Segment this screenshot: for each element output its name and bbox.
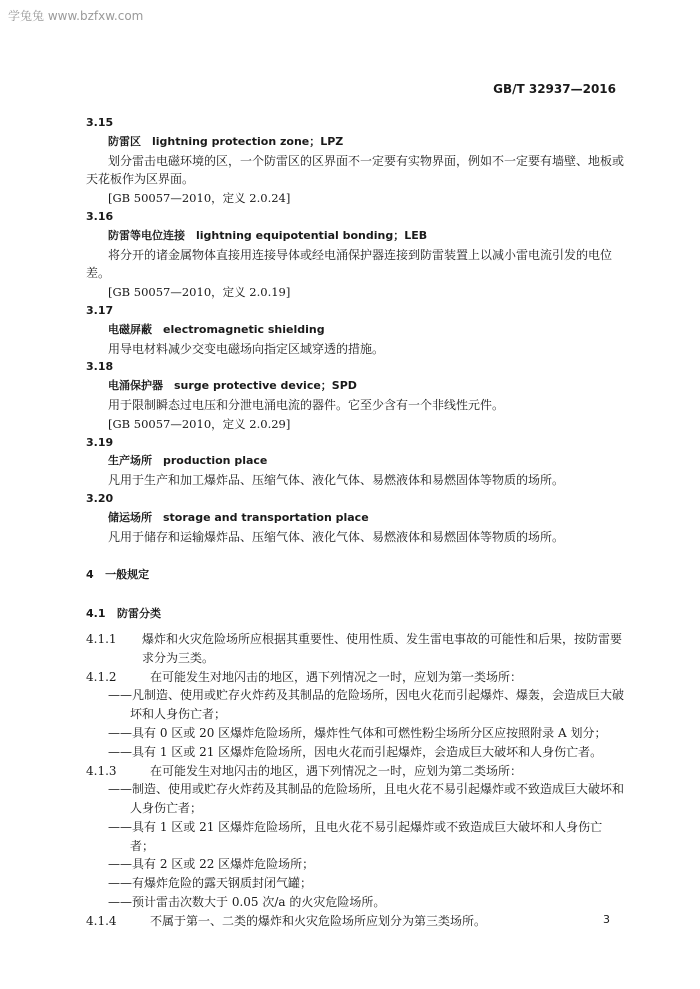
clause-text: 在可能发生对地闪击的地区，遇下列情况之一时，应划为第一类场所： — [150, 669, 523, 684]
page-body — [86, 114, 626, 931]
clause-4-1-3 — [86, 762, 626, 781]
term-number: 3.16 — [86, 209, 114, 223]
clause-number: 4.1.3 — [86, 763, 117, 778]
term-number: 3.18 — [86, 360, 114, 374]
term-title: 防雷区 lightning protection zone；LPZ — [108, 134, 344, 148]
term-definition: 将分开的诸金属物体直接用连接导体或经电涌保护器连接到防雷装置上以减小雷电流引发的电位差。 — [86, 247, 613, 281]
term-source: [GB 50057—2010，定义 2.0.19] — [108, 285, 291, 300]
term-definition: 凡用于储存和运输爆炸品、压缩气体、液化气体、易燃液体和易燃固体等物质的场所。 — [108, 529, 565, 544]
list-item: —— 具有 0 区或 20 区爆炸危险场所，爆炸性气体和可燃性粉尘场所分区应按照附录 A 划分； — [86, 724, 626, 743]
term-title: 防雷等电位连接 lightning equipotential bonding；LEB — [108, 228, 428, 242]
subsection-title: 防雷分类 — [117, 607, 161, 621]
clause-number: 4.1.2 — [86, 669, 117, 684]
term-number: 3.17 — [86, 303, 114, 317]
clause-number: 4.1.1 — [86, 631, 117, 646]
term-source: [GB 50057—2010，定义 2.0.24] — [108, 191, 291, 206]
term-entry — [86, 208, 626, 302]
term-source: [GB 50057—2010，定义 2.0.29] — [108, 416, 291, 431]
clause-4-1-4 — [86, 912, 626, 931]
list-item: —— 具有 1 区或 21 区爆炸危险场所，且电火花不易引起爆炸或不致造成巨大破坏和人身伤亡者； — [86, 818, 626, 856]
page-number: 3 — [603, 913, 610, 926]
term-entry — [86, 302, 626, 358]
list-item: —— 预计雷击次数大于 0.05 次/a 的火灾危险场所。 — [86, 893, 626, 912]
term-number: 3.20 — [86, 491, 114, 505]
term-number: 3.15 — [86, 116, 114, 129]
term-entry — [86, 114, 626, 208]
list-item: —— 凡制造、使用或贮存火炸药及其制品的危险场所，因电火花而引起爆炸、爆轰，会造成巨大破坏和人身伤亡者； — [86, 686, 626, 724]
section-number: 4 — [86, 568, 94, 582]
term-definition: 用导电材料减少交变电磁场向指定区域穿透的措施。 — [108, 341, 385, 356]
term-entry — [86, 434, 626, 490]
term-number: 3.19 — [86, 435, 114, 449]
section-title: 一般规定 — [105, 568, 150, 582]
clause-4-1-1 — [86, 630, 626, 668]
list-item: —— 制造、使用或贮存火炸药及其制品的危险场所，且电火花不易引起爆炸或不致造成巨大破坏和人身伤亡者； — [86, 780, 626, 818]
section-heading — [86, 566, 626, 585]
list-item: —— 有爆炸危险的露天钢质封闭气罐； — [86, 874, 626, 893]
standard-number-header: GB/T 32937—2016 — [493, 82, 616, 96]
term-title: 电涌保护器 surge protective device；SPD — [108, 379, 357, 393]
term-title: 生产场所 production place — [108, 454, 268, 468]
clause-number: 4.1.4 — [86, 913, 117, 928]
term-definition: 用于限制瞬态过电压和分泄电涌电流的器件。它至少含有一个非线性元件。 — [108, 397, 505, 412]
term-entry — [86, 358, 626, 433]
term-entry — [86, 490, 626, 546]
clause-text: 在可能发生对地闪击的地区，遇下列情况之一时，应划为第二类场所： — [150, 763, 523, 778]
clause-4-1-2 — [86, 668, 626, 687]
list-item: —— 具有 1 区或 21 区爆炸危险场所，因电火花而引起爆炸，会造成巨大破坏和人身伤亡者。 — [86, 743, 626, 762]
term-title: 电磁屏蔽 electromagnetic shielding — [108, 322, 325, 336]
term-definition: 凡用于生产和加工爆炸品、压缩气体、液化气体、易燃液体和易燃固体等物质的场所。 — [108, 473, 565, 488]
subsection-number: 4.1 — [86, 607, 106, 621]
term-definition: 划分雷击电磁环境的区，一个防雷区的区界面不一定要有实物界面，例如不一定要有墙壁、地板或天花板作为区界面。 — [86, 153, 625, 187]
clause-text: 爆炸和火灾危险场所应根据其重要性、使用性质、发生雷电事故的可能性和后果，按防雷要求分为三类。 — [142, 631, 623, 665]
watermark: 学兔兔 www.bzfxw.com — [8, 9, 144, 23]
subsection-heading — [86, 605, 626, 624]
clause-text: 不属于第一、二类的爆炸和火灾危险场所应划分为第三类场所。 — [150, 913, 487, 928]
term-title: 储运场所 storage and transportation place — [108, 510, 369, 524]
list-item: —— 具有 2 区或 22 区爆炸危险场所； — [86, 855, 626, 874]
